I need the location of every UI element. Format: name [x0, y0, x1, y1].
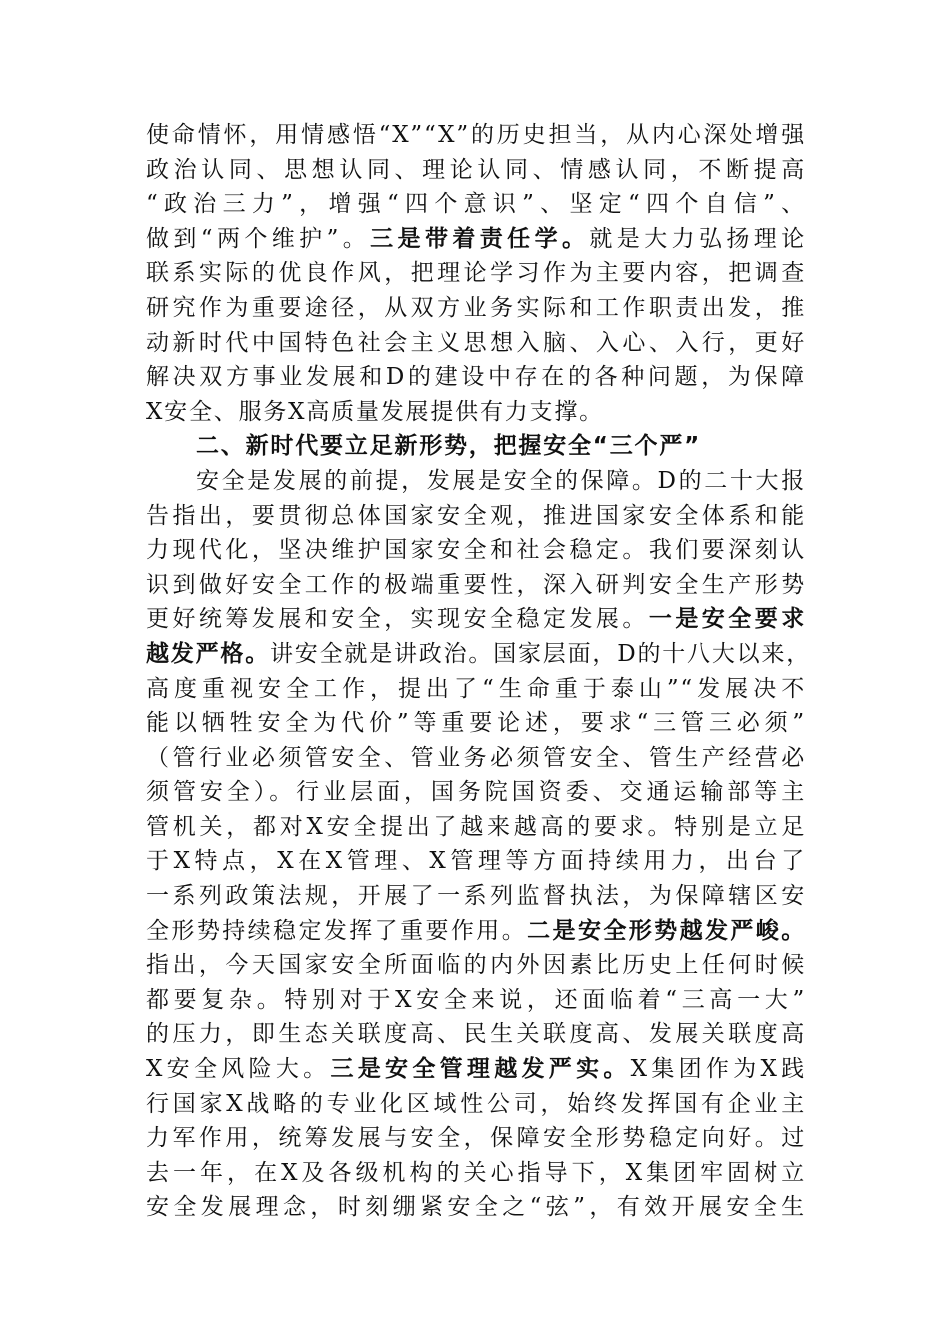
text-segment: 使命情怀，用情感悟“X”“X”的历史担当，从内心深处增强: [146, 122, 806, 148]
text-segment: 的压力，即生态关联度高、民生关联度高、发展关联度高: [146, 1021, 806, 1048]
text-segment: 管机关，都对X安全提出了越来越高的要求。特别是立足: [146, 813, 806, 840]
heading-text: 二、新时代要立足新形势，把握安全“三个严”: [196, 433, 702, 460]
text-line: [146, 395, 806, 430]
text-line: [146, 844, 806, 879]
text-line: [146, 810, 806, 845]
text-segment: 安全是发展的前提，发展是安全的保障。D的二十大报: [196, 467, 806, 494]
text-line: [146, 1190, 806, 1225]
text-segment: 于X特点，X在X管理、X管理等方面持续用力，出台了: [146, 848, 806, 875]
bold-point-label: 一是安全要求: [648, 605, 806, 633]
text-segment: 安全发展理念，时刻绷紧安全之“弦”，有效开展安全生: [146, 1194, 806, 1221]
text-segment: 解决双方事业发展和D的建设中存在的各种问题，为保障: [146, 364, 806, 391]
text-segment: 政治认同、思想认同、理论认同、情感认同，不断提高: [146, 156, 806, 183]
text-segment: X安全、服务X高质量发展提供有力支撑。: [146, 398, 604, 425]
text-segment: 全形势持续稳定发挥了重要作用。: [146, 917, 528, 944]
bold-point-label: 二是安全形势越发严峻。: [527, 916, 806, 944]
text-segment: 一系列政策法规，开展了一系列监督执法，为保障辖区安: [146, 883, 806, 910]
text-line: [146, 672, 806, 707]
text-line: [146, 118, 806, 153]
text-segment: 动新时代中国特色社会主义思想入脑、入心、入行，更好: [146, 329, 806, 356]
text-segment: 能以牺牲安全为代价”等重要论述，要求“三管三必须”: [146, 710, 806, 737]
text-segment: 指出，今天国家安全所面临的内外因素比历史上任何时候: [146, 952, 806, 979]
text-segment: 去一年，在X及各级机构的关心指导下，X集团牢固树立: [146, 1159, 806, 1186]
text-line: [146, 948, 806, 983]
text-line: [146, 741, 806, 776]
text-segment: 须管安全）。行业层面，国务院国资委、交通运输部等主: [146, 779, 806, 806]
text-line: [146, 533, 806, 568]
text-segment: 研究作为重要途径，从双方业务实际和工作职责出发，推: [146, 294, 806, 321]
text-line: [146, 256, 806, 291]
bold-point-label: 三是带着责任学。: [370, 224, 590, 252]
text-segment: “政治三力”，增强“四个意识”、坚定“四个自信”、: [146, 191, 806, 218]
text-segment: 做到“两个维护”。: [146, 225, 371, 252]
document-body: [146, 118, 812, 1225]
section-heading: [146, 429, 806, 464]
text-line: [146, 464, 806, 499]
text-line: [146, 1017, 806, 1052]
text-line: [146, 222, 806, 257]
text-segment: 识到做好安全工作的极端重要性，深入研判安全生产形势: [146, 571, 806, 598]
text-segment: 联系实际的优良作风，把理论学习作为主要内容，把调查: [146, 260, 806, 287]
text-line: [146, 914, 806, 949]
text-segment: 都要复杂。特别对于X安全来说，还面临着“三高一大”: [146, 986, 806, 1013]
text-line: [146, 1052, 806, 1087]
text-segment: X集团作为X践: [630, 1056, 806, 1083]
text-segment: 更好统筹发展和安全，实现安全稳定发展。: [146, 606, 649, 633]
text-line: [146, 153, 806, 188]
text-line: [146, 602, 806, 637]
text-segment: 告指出，要贯彻总体国家安全观，推进国家安全体系和能: [146, 502, 806, 529]
text-segment: 高度重视安全工作，提出了“生命重于泰山”“发展决不: [146, 675, 806, 702]
text-line: [146, 326, 806, 361]
bold-point-label: 越发严格。: [146, 639, 270, 667]
bold-point-label: 三是安全管理越发严实。: [330, 1055, 631, 1083]
text-segment: 就是大力弘扬理论: [589, 225, 807, 252]
text-line: [146, 568, 806, 603]
text-line: [146, 1156, 806, 1191]
text-line: [146, 706, 806, 741]
text-line: [146, 637, 812, 672]
text-line: [146, 1121, 806, 1156]
text-line: [146, 775, 806, 810]
text-line: [146, 360, 806, 395]
text-segment: 力现代化，坚决维护国家安全和社会稳定。我们要深刻认: [146, 537, 806, 564]
text-segment: 行国家X战略的专业化区域性公司，始终发挥国有企业主: [146, 1090, 806, 1117]
text-segment: 力军作用，统筹发展与安全，保障安全形势稳定向好。过: [146, 1125, 806, 1152]
text-line: [146, 983, 806, 1018]
text-segment: 讲安全就是讲政治。国家层面，D的十八大以来，: [270, 640, 812, 667]
text-line: [146, 879, 806, 914]
text-line: [146, 291, 806, 326]
text-line: [146, 187, 806, 222]
text-segment: （管行业必须管安全、管业务必须管安全、管生产经营必: [146, 744, 806, 771]
text-segment: X安全风险大。: [146, 1056, 331, 1083]
text-line: [146, 499, 806, 534]
text-line: [146, 1087, 806, 1122]
